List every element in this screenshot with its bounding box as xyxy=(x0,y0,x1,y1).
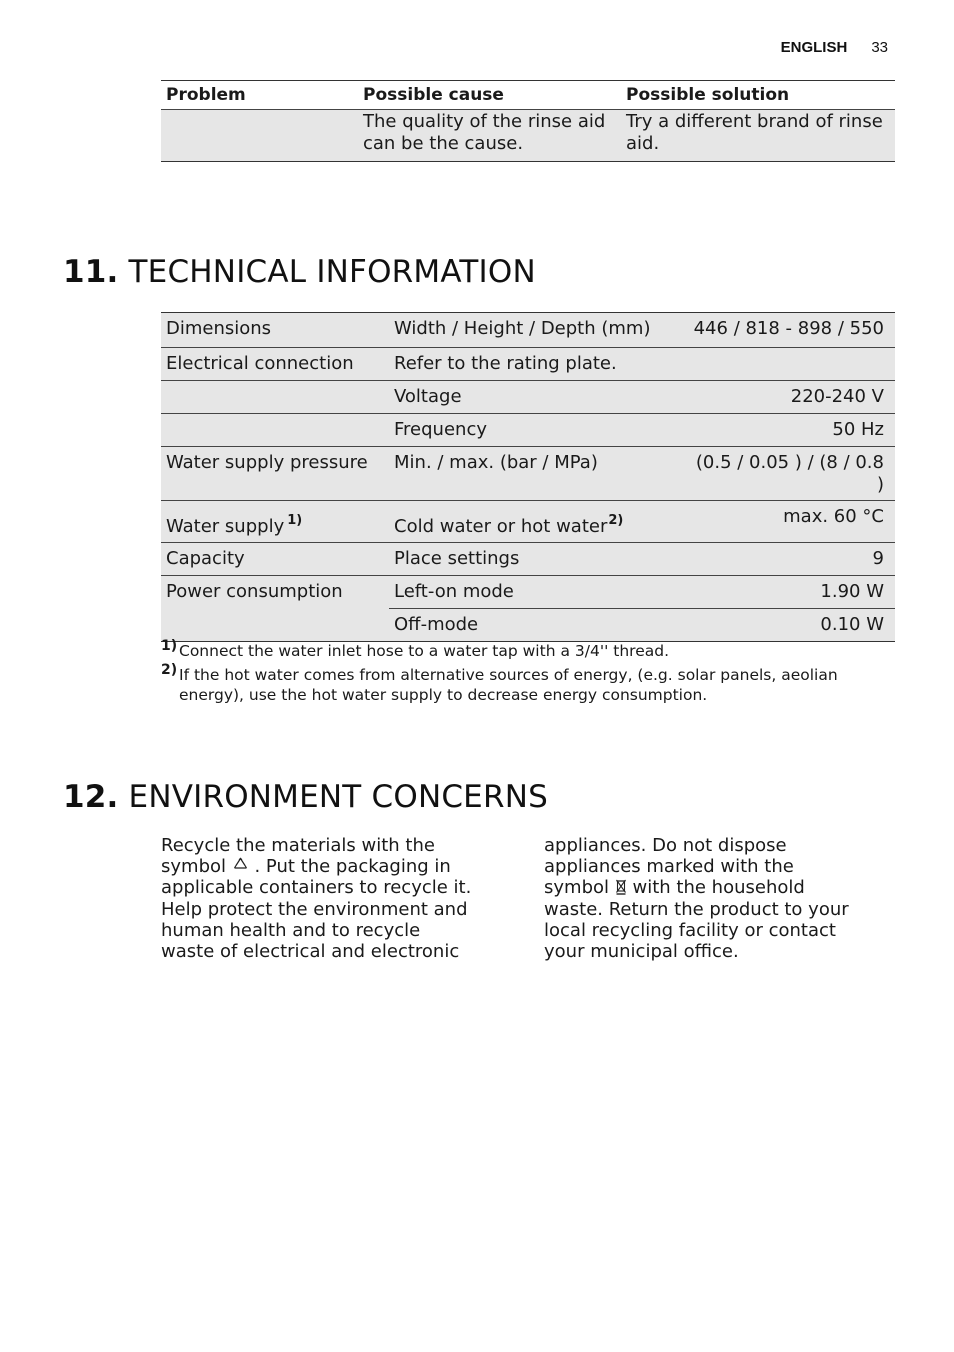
section-number: 11. xyxy=(63,254,119,290)
footnote-ref: 2) xyxy=(608,513,624,528)
table-row xyxy=(161,576,895,609)
problem-cell xyxy=(161,110,358,162)
footnote-text: Connect the water inlet hose to a water tap with a 3/4'' thread. xyxy=(179,642,669,660)
spec-label: Water supply pressure xyxy=(161,447,389,501)
spec-value: 0.10 W xyxy=(679,609,895,642)
spec-label: Dimensions xyxy=(161,313,389,348)
spec-value: max. 60 °C xyxy=(679,501,895,543)
table-row xyxy=(161,348,895,381)
page-number: 33 xyxy=(871,39,888,56)
spec-value: 50 Hz xyxy=(679,414,895,447)
environment-text-left xyxy=(161,835,479,962)
table-row xyxy=(161,447,895,501)
footnote-ref: 1) xyxy=(287,513,303,528)
spec-label-empty xyxy=(161,381,389,414)
spec-label: Capacity xyxy=(161,543,389,576)
spec-desc-cell xyxy=(389,501,679,543)
footnote-1 xyxy=(161,638,881,661)
spec-desc: Voltage xyxy=(389,381,679,414)
section-12-heading xyxy=(63,779,548,815)
environment-paragraph xyxy=(161,835,479,962)
spec-desc: Width / Height / Depth (mm) xyxy=(389,313,679,348)
cause-cell: The quality of the rinse aid can be the cause. xyxy=(358,110,621,162)
spec-desc: Refer to the rating plate. xyxy=(389,348,895,381)
technical-information-table xyxy=(161,312,895,642)
table-row xyxy=(161,414,895,447)
column-header-problem: Problem xyxy=(161,81,358,110)
table-header-row xyxy=(161,81,895,110)
environment-text: appliances. Do not dispose appliances marked with the symbol xyxy=(544,835,794,899)
spec-value: 220-240 V xyxy=(679,381,895,414)
footnote-2 xyxy=(161,662,881,705)
column-header-solution: Possible solution xyxy=(621,81,895,110)
environment-paragraph xyxy=(544,835,862,962)
footnote-text: If the hot water comes from alternative sources of energy, (e.g. solar panels, aeolian energy), use the hot water supply to decrease energy consumption. xyxy=(179,666,838,704)
spec-value: 446 / 818 - 898 / 550 xyxy=(679,313,895,348)
column-header-cause: Possible cause xyxy=(358,81,621,110)
table-row xyxy=(161,110,895,162)
spec-value: 9 xyxy=(679,543,895,576)
troubleshooting-table xyxy=(161,80,895,162)
header-language: ENGLISH xyxy=(780,39,848,56)
spec-desc: Place settings xyxy=(389,543,679,576)
page-header xyxy=(781,39,888,56)
solution-cell: Try a different brand of rinse aid. xyxy=(621,110,895,162)
section-number: 12. xyxy=(63,779,119,815)
spec-value: 1.90 W xyxy=(679,576,895,609)
crossed-bin-icon xyxy=(615,877,627,898)
environment-text: . Put the packaging in applicable containers to recycle it. Help protect the environment and human health and to recycle waste of electrical and electronic xyxy=(161,856,472,963)
spec-desc: Off-mode xyxy=(389,609,679,642)
section-11-heading xyxy=(63,254,536,290)
spec-label-cell xyxy=(161,501,389,543)
spec-label-empty xyxy=(161,414,389,447)
spec-desc: Min. / max. (bar / MPa) xyxy=(389,447,679,501)
section-title: TECHNICAL INFORMATION xyxy=(128,254,536,290)
spec-desc: Cold water or hot water xyxy=(394,516,608,537)
footnotes xyxy=(161,638,881,709)
spec-label: Water supply xyxy=(166,516,285,537)
environment-text: with the household waste. Return the product to your local recycling facility or contact your municipal office. xyxy=(544,877,849,963)
footnote-mark: 1) xyxy=(161,638,178,654)
recycle-icon xyxy=(232,856,249,877)
spec-label: Power consumption xyxy=(161,576,389,642)
footnote-mark: 2) xyxy=(161,662,178,678)
table-row xyxy=(161,381,895,414)
spec-label: Electrical connection xyxy=(161,348,389,381)
section-title: ENVIRONMENT CONCERNS xyxy=(128,779,548,815)
table-row xyxy=(161,313,895,348)
table-row xyxy=(161,543,895,576)
spec-value: (0.5 / 0.05 ) / (8 / 0.8 ) xyxy=(679,447,895,501)
table-row xyxy=(161,501,895,543)
spec-desc: Left-on mode xyxy=(389,576,679,609)
spec-desc: Frequency xyxy=(389,414,679,447)
environment-text: Recycle the materials with the symbol xyxy=(161,835,435,878)
environment-text-right xyxy=(544,835,862,962)
